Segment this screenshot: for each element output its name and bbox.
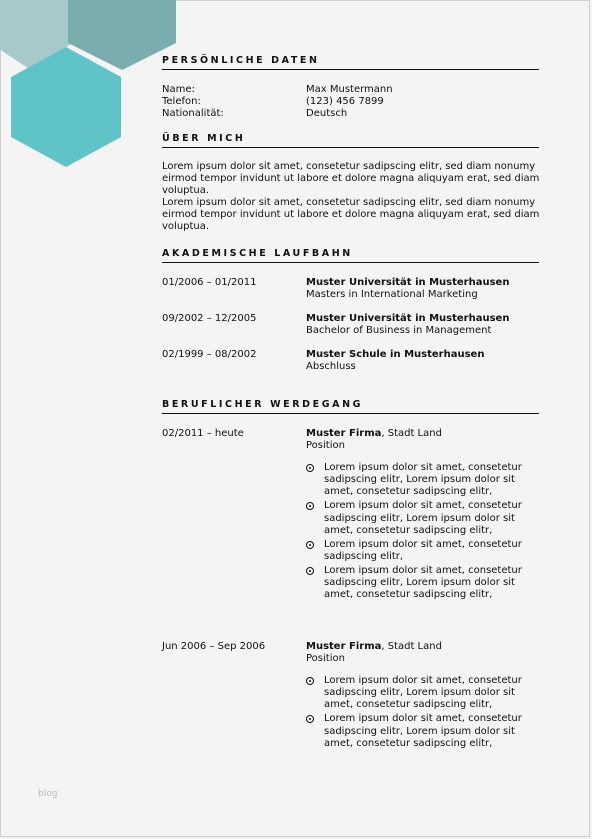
career-company: Muster Firma	[306, 428, 382, 439]
career-title	[306, 641, 539, 653]
academic-subtitle: Bachelor of Business in Management	[306, 325, 492, 337]
bullet-icon	[306, 541, 314, 549]
career-date: 02/2011 – heute	[162, 428, 244, 439]
bullet-icon	[306, 464, 314, 472]
career-bullet-text: Lorem ipsum dolor sit amet, consetetur sadipscing elitr,	[324, 538, 522, 562]
bullet-icon	[306, 567, 314, 575]
academic-date: 02/1999 – 08/2002	[162, 349, 257, 360]
career-desc	[306, 641, 539, 752]
personal-data-value: Deutsch	[306, 108, 348, 120]
about-paragraph: Lorem ipsum dolor sit amet, consetetur sadipscing elitr, sed diam nonumy eirmod tempor invidunt ut labore et dolore magna aliquyam erat, sed diam voluptua.	[162, 197, 540, 233]
career-bullet-text: Lorem ipsum dolor sit amet, consetetur sadipscing elitr, Lorem ipsum dolor sit amet, consetetur sadipscing elitr,	[324, 564, 522, 601]
academic-title: Muster Schule in Musterhausen	[306, 349, 485, 360]
career-title	[306, 428, 539, 440]
career-bullet-item	[306, 675, 534, 711]
personal-data-label: Name:	[162, 84, 195, 95]
academic-title: Muster Universität in Musterhausen	[306, 277, 510, 288]
section-heading-personal: PERSÖNLICHE DATEN	[162, 55, 539, 70]
career-bullets	[306, 462, 539, 601]
academic-entry	[162, 313, 539, 337]
section-heading-academic: AKADEMISCHE LAUFBAHN	[162, 248, 539, 263]
academic-desc	[306, 349, 539, 373]
career-bullet-item	[306, 565, 534, 601]
career-bullet-text: Lorem ipsum dolor sit amet, consetetur sadipscing elitr, Lorem ipsum dolor sit amet, consetetur sadipscing elitr,	[324, 462, 522, 498]
academic-subtitle: Masters in International Marketing	[306, 289, 478, 301]
career-bullet-text: Lorem ipsum dolor sit amet, consetetur sadipscing elitr, Lorem ipsum dolor sit amet, consetetur sadipscing elitr,	[324, 500, 522, 536]
career-entry	[162, 641, 539, 752]
bullet-icon	[306, 502, 314, 510]
personal-data-row	[162, 84, 393, 96]
personal-data-value: Max Mustermann	[306, 84, 393, 95]
career-bullet-item	[306, 500, 534, 536]
career-entry	[162, 428, 539, 603]
career-company: Muster Firma	[306, 641, 382, 652]
about-paragraph: Lorem ipsum dolor sit amet, consetetur sadipscing elitr, sed diam nonumy eirmod tempor invidunt ut labore et dolore magna aliquyam erat, sed diam voluptua.	[162, 161, 540, 197]
personal-data-row	[162, 108, 393, 120]
academic-date: 01/2006 – 01/2011	[162, 277, 257, 288]
career-bullets	[306, 675, 539, 750]
personal-data-label: Nationalität:	[162, 108, 224, 120]
personal-data-section	[162, 55, 539, 70]
personal-data-row	[162, 96, 393, 108]
career-location: , Stadt Land	[381, 428, 442, 439]
career-section	[162, 399, 539, 414]
career-bullet-item	[306, 462, 534, 498]
bullet-icon	[306, 715, 314, 723]
career-location: , Stadt Land	[381, 641, 442, 652]
academic-date: 09/2002 – 12/2005	[162, 313, 257, 324]
career-bullet-text: Lorem ipsum dolor sit amet, consetetur sadipscing elitr, Lorem ipsum dolor sit amet, consetetur sadipscing elitr,	[324, 675, 522, 711]
career-bullet-item	[306, 539, 534, 563]
hexagon-accent-decoration	[11, 47, 121, 167]
personal-data-grid	[162, 84, 393, 120]
academic-section	[162, 248, 539, 263]
watermark-text: blog	[38, 789, 58, 799]
academic-entry	[162, 349, 539, 373]
career-bullet-item	[306, 713, 534, 749]
section-heading-about: ÜBER MICH	[162, 133, 539, 148]
about-section	[162, 133, 539, 234]
career-bullet-text: Lorem ipsum dolor sit amet, consetetur sadipscing elitr, Lorem ipsum dolor sit amet, consetetur sadipscing elitr,	[324, 713, 522, 749]
career-desc	[306, 428, 539, 603]
career-date: Jun 2006 – Sep 2006	[162, 641, 266, 652]
section-heading-career: BERUFLICHER WERDEGANG	[162, 399, 539, 414]
academic-subtitle: Abschluss	[306, 361, 356, 373]
academic-desc	[306, 277, 539, 301]
personal-data-label: Telefon:	[162, 96, 201, 108]
academic-desc	[306, 313, 539, 337]
about-text	[162, 161, 542, 234]
academic-entry	[162, 277, 539, 301]
bullet-icon	[306, 677, 314, 685]
career-position: Position	[306, 653, 345, 665]
career-position: Position	[306, 440, 345, 452]
personal-data-value: (123) 456 7899	[306, 96, 384, 108]
academic-title: Muster Universität in Musterhausen	[306, 313, 510, 324]
